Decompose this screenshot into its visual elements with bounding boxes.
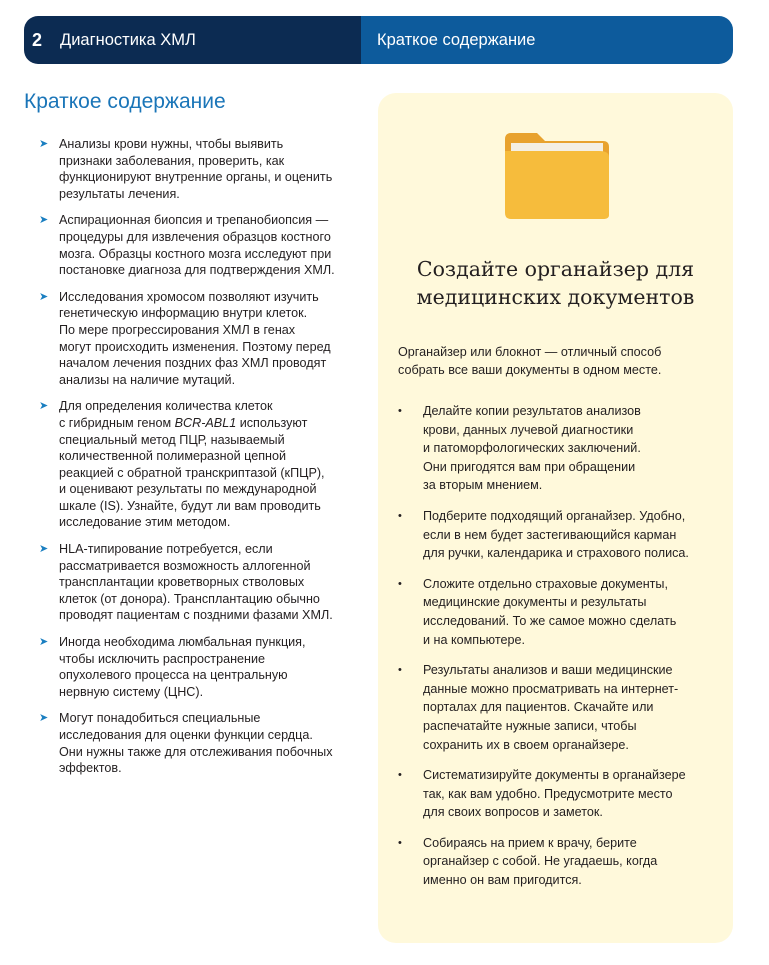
summary-item-text [59, 289, 356, 389]
chevron-right-icon: ➤ [39, 712, 49, 725]
bullet-icon: • [398, 577, 402, 590]
text-line: и на компьютере. [423, 632, 525, 647]
organizer-item [398, 834, 713, 890]
text-line: признаки заболевания, проверить, как [59, 153, 285, 168]
summary-item-text [59, 136, 356, 202]
chevron-right-icon: ➤ [39, 543, 49, 556]
organizer-item [398, 402, 713, 495]
text-line: рассматривается возможность аллогенной [59, 558, 311, 573]
text-line: Сложите отдельно страховые документы, [423, 576, 668, 591]
text-line: если в нем будет застегивающийся карман [423, 527, 677, 542]
text-line: Анализы крови нужны, чтобы выявить [59, 137, 284, 151]
chevron-right-icon: ➤ [39, 400, 49, 413]
text-line: могут происходить изменения. Поэтому перед [59, 339, 331, 354]
organizer-item-text [423, 834, 713, 890]
text-fragment: с гибридным геном [59, 415, 175, 430]
chevron-right-icon: ➤ [39, 290, 49, 303]
organizer-item [398, 575, 713, 649]
organizer-item-text [423, 507, 713, 563]
text-line: данные можно просматривать на интернет- [423, 681, 679, 696]
text-line: анализы на наличие мутаций. [59, 372, 236, 387]
text-line: крови, данных лучевой диагностики [423, 422, 634, 437]
organizer-item [398, 507, 713, 563]
text-line: порталах для пациентов. Скачайте или [423, 700, 654, 715]
text-line: Результаты анализов и ваши медицинские [423, 663, 673, 678]
text-line: Они пригодятся вам при обращении [423, 459, 636, 474]
text-line: Для определения количества клеток [59, 399, 273, 414]
organizer-item [398, 661, 713, 754]
bullet-icon: • [398, 405, 402, 417]
text-line: клеток (от донора). Трансплантацию обычно [59, 591, 320, 606]
organizer-title [378, 255, 733, 311]
text-line: процедуры для извлечения образцов костного [59, 229, 331, 244]
text-line: чтобы исключить распространение [59, 651, 266, 666]
organizer-list [398, 402, 713, 902]
text-line: Могут понадобиться специальные [59, 711, 261, 726]
summary-item [36, 398, 356, 531]
text-line: генетическую информацию внутри клеток. [59, 306, 308, 321]
text-line: началом лечения поздних фаз ХМЛ проводят [59, 356, 327, 371]
text-line: для ручки, календарика и страхового полиса. [423, 546, 689, 561]
text-line: постановке диагноза для подтверждения ХМЛ. [59, 263, 335, 278]
text-line: количественной полимеразной цепной [59, 449, 287, 464]
organizer-item-text [423, 575, 713, 649]
text-fragment: используют [236, 415, 308, 430]
organizer-item-text [423, 661, 713, 754]
text-line: Аспирационная биопсия и трепанобиопсия — [59, 213, 329, 228]
organizer-intro [398, 343, 718, 379]
text-line: исследования для оценки функции сердца. [59, 728, 313, 742]
text-line: и оценивают результаты по международной [59, 482, 317, 497]
text-line: Подберите подходящий органайзер. Удобно, [423, 508, 686, 523]
text-line: Систематизируйте документы в органайзере [423, 768, 686, 783]
text-line: проводят пациентам с поздними фазами ХМЛ. [59, 608, 333, 623]
text-line: нервную систему (ЦНС). [59, 684, 204, 699]
text-line: и патоморфологических заключений. [423, 441, 641, 456]
summary-item [36, 289, 356, 389]
organizer-title-line: медицинских документов [416, 285, 695, 309]
folder-icon [503, 129, 611, 221]
gene-name: BCR-ABL1 [174, 415, 237, 430]
bullet-icon: • [398, 509, 402, 522]
organizer-panel [378, 93, 733, 943]
chevron-right-icon: ➤ [39, 636, 49, 649]
text-line: Собираясь на прием к врачу, берите [423, 835, 637, 850]
text-line: именно он вам пригодится. [423, 873, 582, 888]
text-line: мозга. Образцы костного мозга исследуют при [59, 246, 332, 261]
chapter-title: Диагностика ХМЛ [60, 30, 196, 49]
intro-line: собрать все ваши документы в одном месте. [398, 363, 662, 377]
page-number: 2 [32, 29, 43, 50]
text-line: исследований. То же самое можно сделать [423, 613, 677, 628]
summary-item-text [59, 398, 356, 531]
text-line: сохранить их в своем органайзере. [423, 737, 629, 752]
text-line: HLA-типирование потребуется, если [59, 542, 273, 557]
summary-item [36, 634, 356, 700]
summary-item-text [59, 710, 356, 776]
text-line: за вторым мнением. [423, 478, 543, 493]
summary-item-text [59, 634, 356, 700]
text-line: медицинские документы и результаты [423, 595, 647, 610]
text-line: Делайте копии результатов анализов [423, 404, 641, 418]
summary-list [36, 136, 356, 787]
text-line: шкале (IS). Узнайте, будут ли вам проводить [59, 498, 321, 513]
organizer-item-text [423, 766, 713, 822]
text-line: реакцией с обратной транскриптазой (кПЦР), [59, 465, 325, 480]
summary-item [36, 212, 356, 278]
text-line: распечатайте нужные записи, чтобы [423, 718, 637, 733]
bullet-icon: • [398, 664, 402, 677]
organizer-title-line: Создайте органайзер для [416, 257, 695, 281]
text-line: так, как вам удобно. Предусмотрите место [423, 786, 673, 801]
text-line: Они нужны также для отслеживания побочных [59, 744, 333, 759]
summary-item [36, 710, 356, 776]
summary-item-text [59, 541, 356, 624]
text-line: результаты лечения. [59, 186, 180, 201]
text-line: исследование этим методом. [59, 515, 231, 530]
summary-item [36, 541, 356, 624]
chevron-right-icon: ➤ [39, 214, 49, 227]
text-line: эффектов. [59, 761, 122, 776]
header-section-title: Краткое содержание [361, 16, 733, 64]
page-header [24, 16, 733, 64]
bullet-icon: • [398, 836, 402, 849]
text-line: органайзер с собой. Не угадаешь, когда [423, 854, 658, 869]
summary-title: Краткое содержание [24, 90, 226, 113]
text-line: трансплантации кроветворных стволовых [59, 575, 305, 590]
intro-line: Органайзер или блокнот — отличный способ [398, 345, 662, 359]
chevron-right-icon: ➤ [39, 138, 49, 150]
text-line: для своих вопросов и заметок. [423, 805, 603, 820]
text-line: Исследования хромосом позволяют изучить [59, 289, 319, 304]
summary-item-text [59, 212, 356, 278]
text-line: функционируют внутренние органы, и оценить [59, 170, 333, 185]
text-line: специальный метод ПЦР, называемый [59, 432, 285, 447]
text-line: По мере прогрессирования ХМЛ в генах [59, 322, 296, 337]
text-line: Иногда необходима люмбальная пункция, [59, 635, 306, 650]
text-line: опухолевого процесса на центральную [59, 668, 288, 683]
bullet-icon: • [398, 769, 402, 782]
organizer-item-text [423, 402, 713, 495]
summary-item [36, 136, 356, 202]
header-chapter-block [24, 16, 361, 64]
organizer-item [398, 766, 713, 822]
